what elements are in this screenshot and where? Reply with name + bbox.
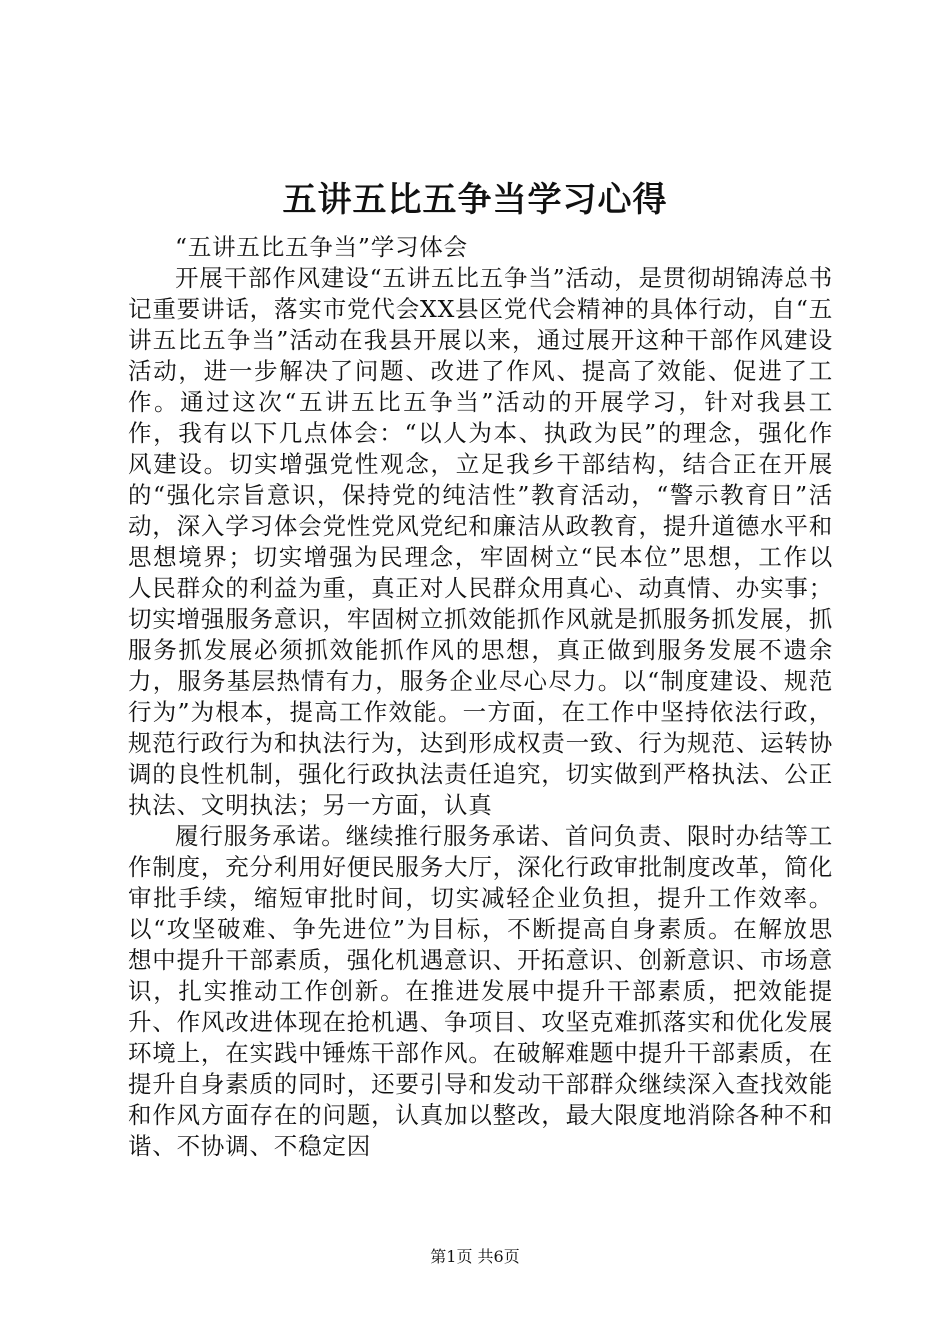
paragraph: 履行服务承诺。继续推行服务承诺、首问负责、限时办结等工作制度，充分利用好便民服务大厅，深化行政审批制度改革，简化审批手续，缩短审批时间，切实减轻企业负担，提升工作效率。以“攻坚破难、争先进位”为目标，不断提高自身素质。在解放思想中提升干部素质，强化机遇意识、开拓意识、创新意识、市场意识，扎实推动工作创新。在推进发展中提升干部素质，把效能提升、作风改进体现在抢机遇、争项目、攻坚克难抓落实和优化发展环境上，在实践中锤炼干部作风。在破解难题中提升干部素质，在提升自身素质的同时，还要引导和发动干部群众继续深入查找效能和作风方面存在的问题，认真加以整改，最大限度地消除各种不和谐、不协调、不稳定因 (128, 822, 833, 1160)
page-number-footer: 第1页 共6页 (430, 1247, 520, 1266)
document-body (128, 232, 833, 1162)
paragraph: 开展干部作风建设“五讲五比五争当”活动，是贯彻胡锦涛总书记重要讲话，落实市党代会XX县区党代会精神的具体行动，自“五讲五比五争当”活动在我县开展以来，通过展开这种干部作风建设活动，进一步解决了问题、改进了作风、提高了效能、促进了工作。通过这次“五讲五比五争当”活动的开展学习，针对我县工作，我有以下几点体会：“以人为本、执政为民”的理念，强化作风建设。切实增强党性观念，立足我乡干部结构，结合正在开展的“强化宗旨意识，保持党的纯洁性”教育活动，“警示教育日”活动，深入学习体会党性党风党纪和廉洁从政教育，提升道德水平和思想境界；切实增强为民理念，牢固树立“民本位”思想，工作以人民群众的利益为重，真正对人民群众用真心、动真情、办实事；切实增强服务意识，牢固树立抓效能抓作风就是抓服务抓发展，抓服务抓发展必须抓效能抓作风的思想，真正做到服务发展不遗余力，服务基层热情有力，服务企业尽心尽力。以“制度建设、规范行为”为根本，提高工作效能。一方面，在工作中坚持依法行政，规范行政行为和执法行为，达到形成权责一致、行为规范、运转协调的良性机制，强化行政执法责任追究，切实做到严格执法、公正执法、文明执法；另一方面，认真 (128, 264, 833, 819)
paragraph-subtitle: “五讲五比五争当”学习体会 (175, 233, 468, 261)
document-title: 五讲五比五争当学习心得 (282, 180, 668, 220)
